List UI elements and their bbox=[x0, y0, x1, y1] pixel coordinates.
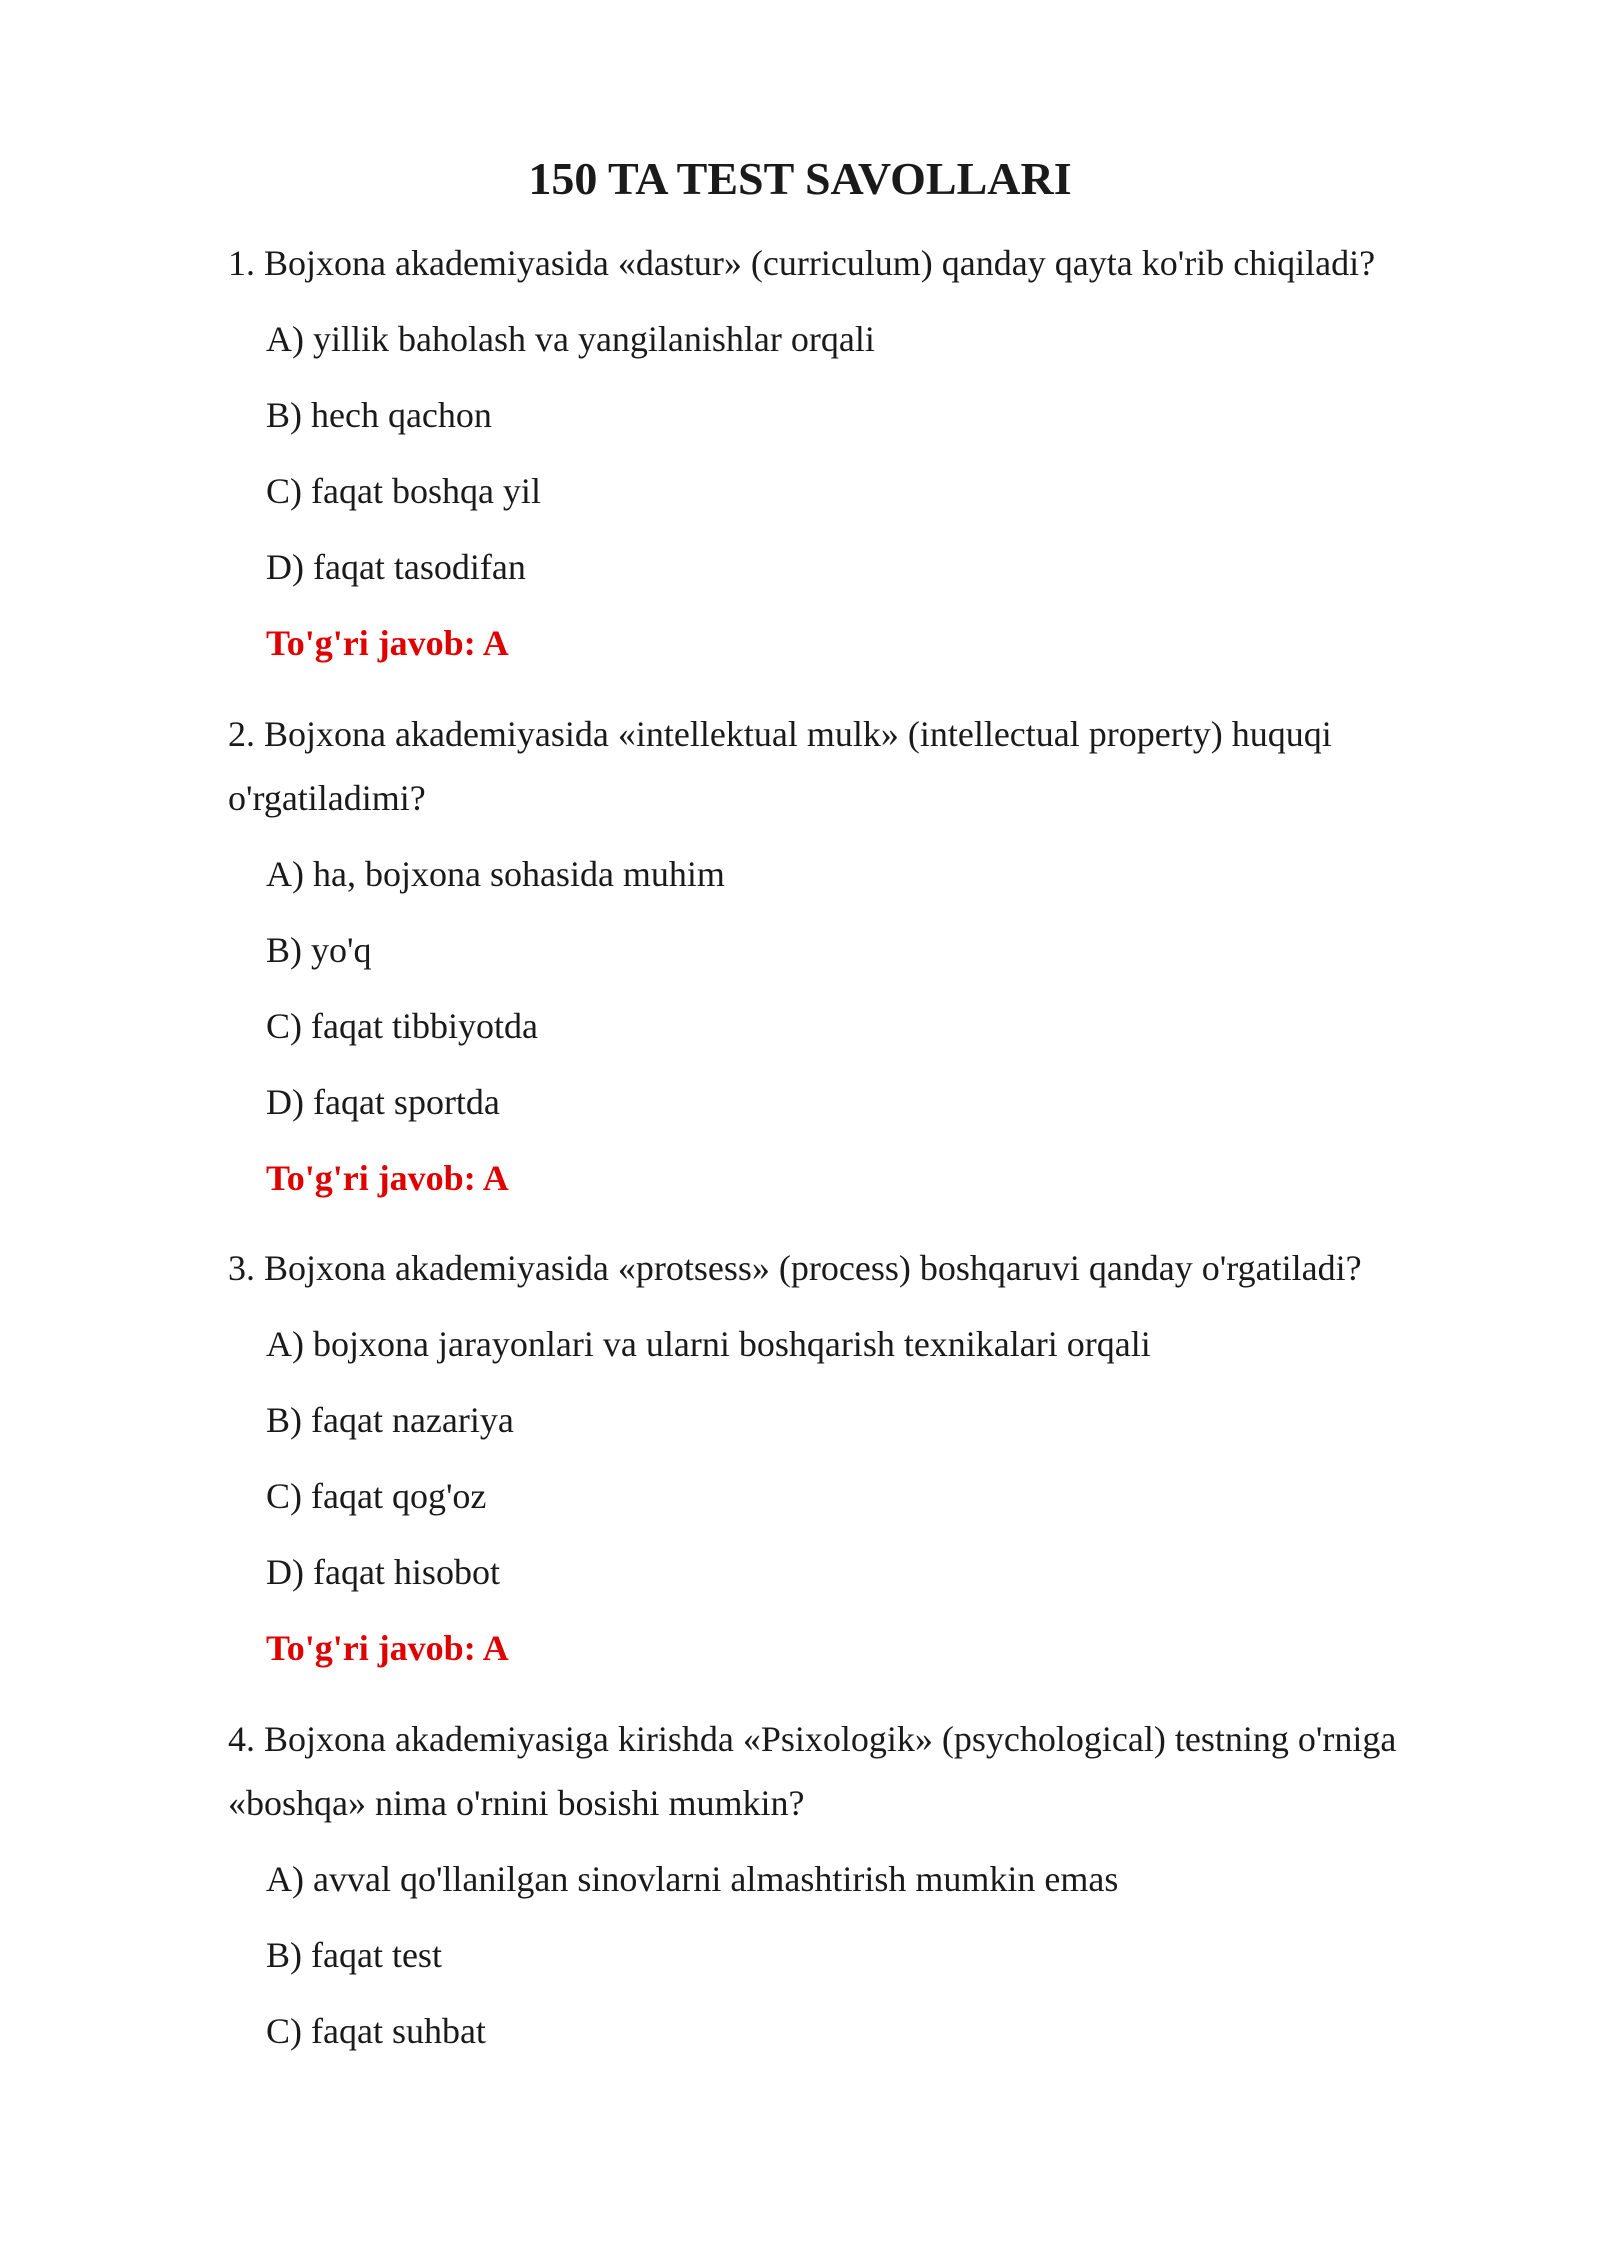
question-text: 4. Bojxona akademiyasiga kirishda «Psixologik» (psychological) testning o'rniga «boshqa» nima o'rnini bosishi mumkin? bbox=[228, 1719, 1397, 1823]
option-list bbox=[266, 319, 1468, 623]
option-d: D) faqat tasodifan bbox=[266, 547, 526, 587]
question-block bbox=[228, 702, 1468, 1198]
question-block bbox=[228, 1707, 1468, 2087]
question-text: 2. Bojxona akademiyasida «intellektual mulk» (intellectual property) huquqi o'rgatiladimi? bbox=[228, 714, 1332, 818]
question-block bbox=[228, 231, 1468, 663]
option-list bbox=[266, 1859, 1468, 2087]
option-b: B) faqat nazariya bbox=[266, 1400, 514, 1440]
option-d: D) faqat hisobot bbox=[266, 1552, 500, 1592]
option-c: C) faqat tibbiyotda bbox=[266, 1006, 538, 1046]
option-a: A) bojxona jarayonlari va ularni boshqarish texnikalari orqali bbox=[266, 1324, 1151, 1364]
option-c: C) faqat qog'oz bbox=[266, 1476, 487, 1516]
option-c: C) faqat boshqa yil bbox=[266, 471, 541, 511]
correct-answer: To'g'ri javob: A bbox=[266, 1628, 509, 1668]
option-a: A) yillik baholash va yangilanishlar orqali bbox=[266, 319, 875, 359]
question-text: 1. Bojxona akademiyasida «dastur» (curriculum) qanday qayta ko'rib chiqiladi? bbox=[228, 243, 1376, 283]
option-d: D) faqat sportda bbox=[266, 1082, 500, 1122]
correct-answer: To'g'ri javob: A bbox=[266, 623, 509, 663]
option-list bbox=[266, 1324, 1468, 1628]
option-a: A) avval qo'llanilgan sinovlarni almashtirish mumkin emas bbox=[266, 1859, 1119, 1899]
option-b: B) yo'q bbox=[266, 930, 372, 970]
correct-answer: To'g'ri javob: A bbox=[266, 1158, 509, 1198]
option-c: C) faqat suhbat bbox=[266, 2011, 486, 2051]
option-b: B) hech qachon bbox=[266, 395, 492, 435]
question-text: 3. Bojxona akademiyasida «protsess» (process) boshqaruvi qanday o'rgatiladi? bbox=[228, 1248, 1362, 1288]
option-a: A) ha, bojxona sohasida muhim bbox=[266, 854, 725, 894]
question-block bbox=[228, 1236, 1468, 1668]
option-list bbox=[266, 854, 1468, 1158]
document-title: 150 TA TEST SAVOLLARI bbox=[528, 153, 1072, 204]
option-b: B) faqat test bbox=[266, 1935, 442, 1975]
